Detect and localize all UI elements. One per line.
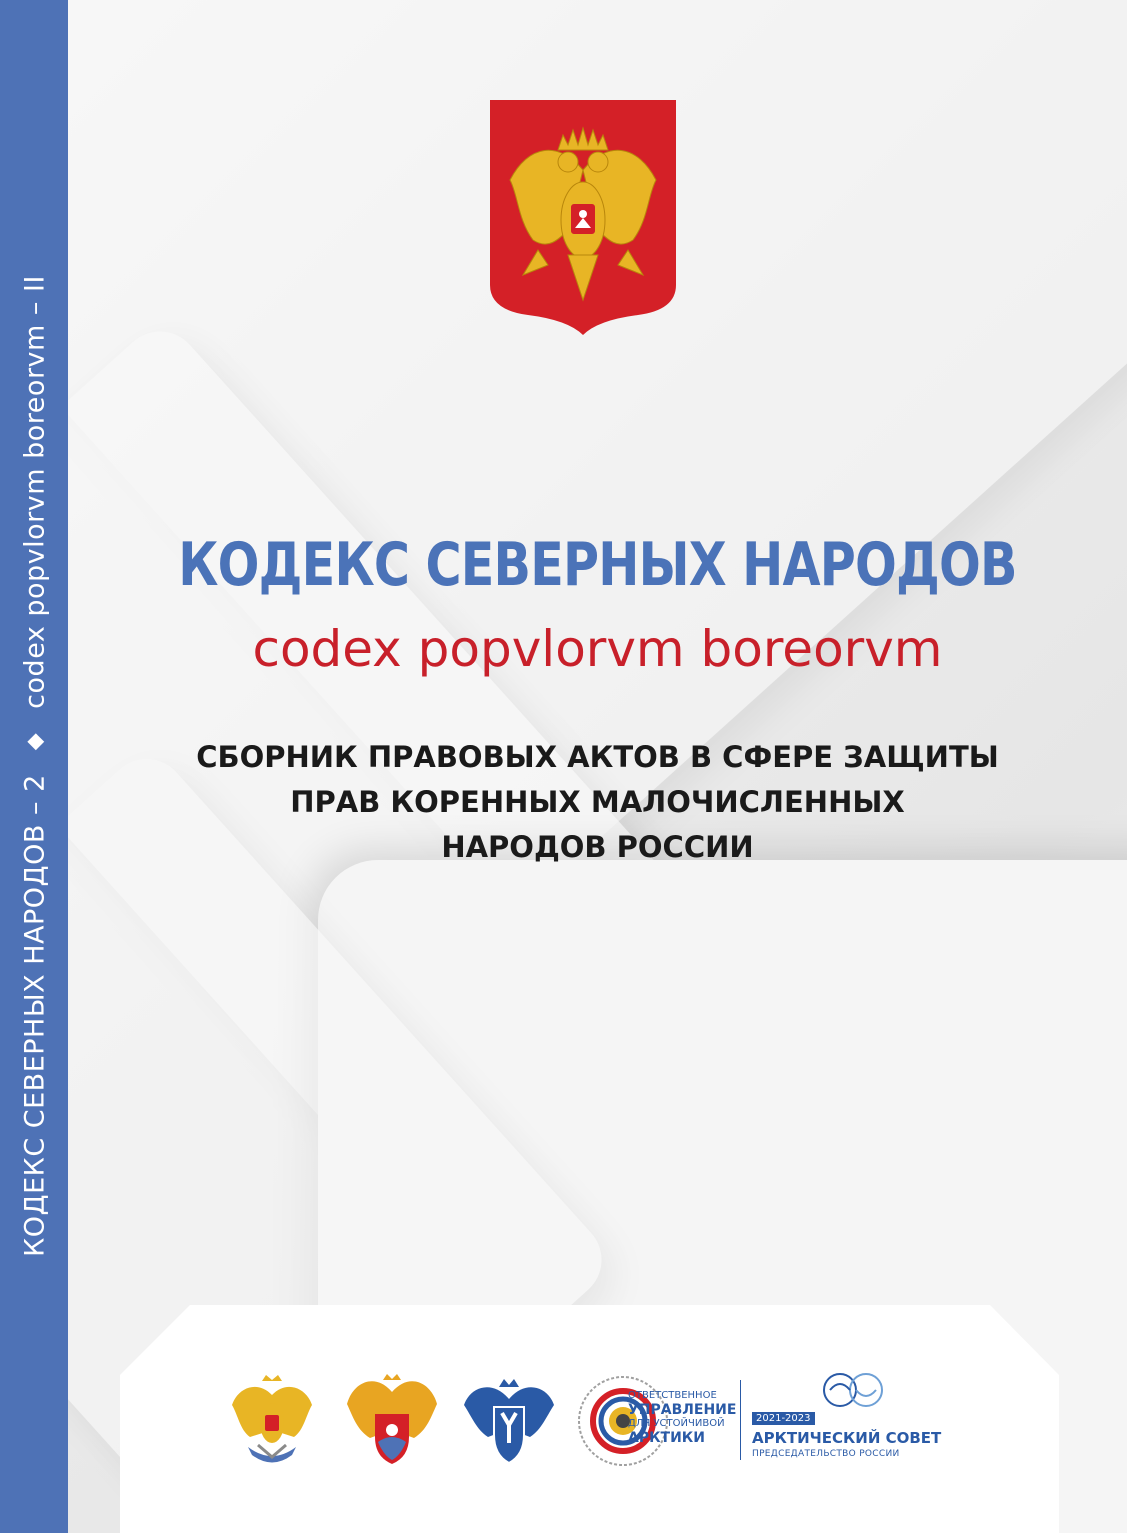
logo-divider (740, 1380, 741, 1460)
spine-title: КОДЕКС СЕВЕРНЫХ НАРОДОВ – 2 (19, 774, 50, 1257)
spine-separator: ◆ (22, 732, 47, 751)
cover (68, 0, 1127, 1533)
arctic-council-name: АРКТИЧЕСКИЙ СОВЕТ (752, 1429, 942, 1447)
subtitle-line: ПРАВ КОРЕННЫХ МАЛОЧИСЛЕННЫХ (290, 785, 905, 819)
logo-text-line: ДЛЯ УСТОЙЧИВОЙ (628, 1418, 725, 1429)
logo-text-line: УПРАВЛЕНИЕ (628, 1402, 737, 1418)
yakutia-emblem-icon (345, 1372, 440, 1470)
arctic-council-globe-icon (822, 1372, 884, 1408)
title-latin: codex popvlorvm boreorvm (252, 620, 943, 678)
arctic-council-years: 2021-2023 (752, 1412, 815, 1425)
logo-text-line: АРКТИКИ (628, 1430, 705, 1446)
spine-latin-title: codex popvlorvm boreorvm – II (19, 275, 50, 709)
subtitle-line: СБОРНИК ПРАВОВЫХ АКТОВ В СФЕРЕ ЗАЩИТЫ (196, 740, 999, 774)
title-russian: КОДЕКС СЕВЕРНЫХ НАРОДОВ (178, 530, 1017, 600)
spine-text (15, 0, 55, 1533)
russian-coat-of-arms-icon (488, 100, 678, 335)
subtitle-line: НАРОДОВ РОССИИ (441, 830, 754, 864)
responsible-governance-logo (628, 1390, 737, 1446)
arctic-council-presidency: ПРЕДСЕДАТЕЛЬСТВО РОССИИ (752, 1449, 900, 1459)
blue-eagle-emblem-icon (462, 1377, 557, 1467)
subtitle (68, 735, 1127, 870)
eagle-emblem-icon (228, 1375, 316, 1470)
arctic-council-logo (752, 1372, 952, 1459)
spine (0, 0, 68, 1533)
logo-text-line: ОТВЕТСТВЕННОЕ (628, 1390, 717, 1401)
